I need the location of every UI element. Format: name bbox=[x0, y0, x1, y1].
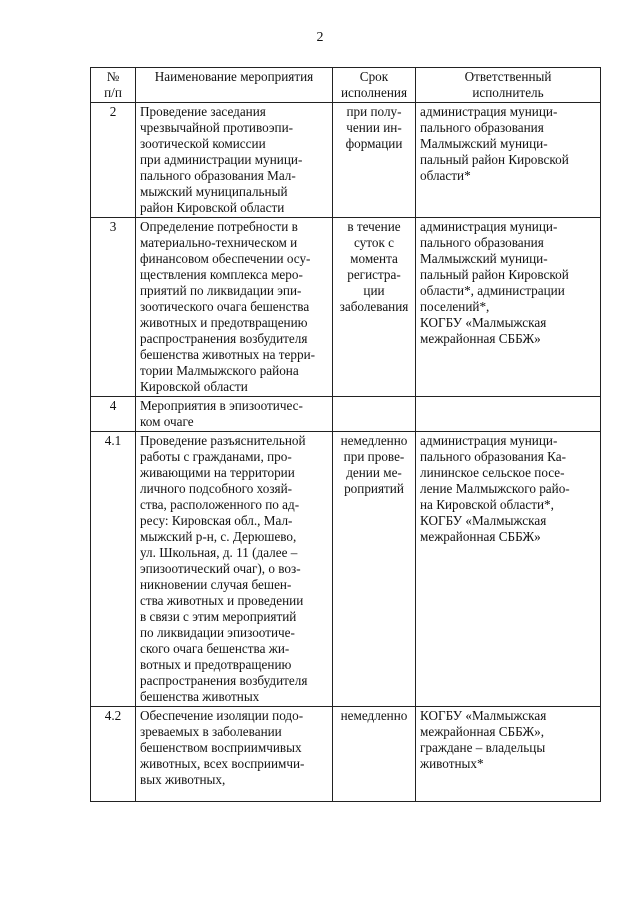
header-num: № п/п bbox=[91, 68, 136, 103]
row-name: Проведение разъяснительной работы с гражданами, про- живающими на территории личного подсобного хозяй- ства, расположенного по ад- ресу: Кировская обл., Мал- мыжский р-н, с. Дерюшево, ул. Школьная, д. 11 (далее – эпизоотический очаг), о воз- никновении случая бешен- ства животных и проведении в связи с этим мероприятий по ликвидации эпизоотиче- ского очага бешенства жи- вотных и предотвращению распространения возбудителя бешенства животных bbox=[136, 432, 333, 707]
row-num: 2 bbox=[91, 103, 136, 218]
row-name: Определение потребности в материально-техническом и финансовом обеспечении осу- ществления комплекса меро- приятий по ликвидации эпи- зоотического очага бешенства животных и предотвращению распространения возбудителя бешенства животных на терри- тории Малмыжского района Кировской области bbox=[136, 218, 333, 397]
row-num: 3 bbox=[91, 218, 136, 397]
row-responsible bbox=[416, 397, 601, 432]
row-responsible: администрация муници- пального образования Малмыжский муници- пальный район Кировской области* bbox=[416, 103, 601, 218]
header-responsible: Ответственный исполнитель bbox=[416, 68, 601, 103]
row-num: 4 bbox=[91, 397, 136, 432]
row-term: немедленно bbox=[333, 707, 416, 802]
table-row bbox=[91, 432, 601, 707]
row-term: при полу- чении ин- формации bbox=[333, 103, 416, 218]
row-responsible: администрация муници- пального образования Малмыжский муници- пальный район Кировской области*, администрации поселений*, КОГБУ «Малмыжская межрайонная СББЖ» bbox=[416, 218, 601, 397]
table-row bbox=[91, 218, 601, 397]
row-term: немедленно при прове- дении ме- роприятий bbox=[333, 432, 416, 707]
header-term: Срок исполнения bbox=[333, 68, 416, 103]
table-row bbox=[91, 103, 601, 218]
row-num: 4.2 bbox=[91, 707, 136, 802]
row-responsible: администрация муници- пального образования Ка- лининское сельское посе- ление Малмыжского райо- на Кировской области*, КОГБУ «Малмыжская межрайонная СББЖ» bbox=[416, 432, 601, 707]
row-num: 4.1 bbox=[91, 432, 136, 707]
row-responsible: КОГБУ «Малмыжская межрайонная СББЖ», граждане – владельцы животных* bbox=[416, 707, 601, 802]
row-name: Мероприятия в эпизоотичес- ком очаге bbox=[136, 397, 333, 432]
row-name: Обеспечение изоляции подо- зреваемых в заболевании бешенством восприимчивых животных, всех восприимчи- вых животных, bbox=[136, 707, 333, 802]
row-term: в течение суток с момента регистра- ции заболевания bbox=[333, 218, 416, 397]
table-header-row bbox=[91, 68, 601, 103]
measures-table bbox=[90, 67, 601, 802]
header-name: Наименование мероприятия bbox=[136, 68, 333, 103]
row-name: Проведение заседания чрезвычайной противоэпи- зоотической комиссии при администрации муници- пального образования Мал- мыжский муниципальный район Кировской области bbox=[136, 103, 333, 218]
page-number: 2 bbox=[316, 30, 324, 45]
table-row bbox=[91, 707, 601, 802]
table-row bbox=[91, 397, 601, 432]
row-term bbox=[333, 397, 416, 432]
